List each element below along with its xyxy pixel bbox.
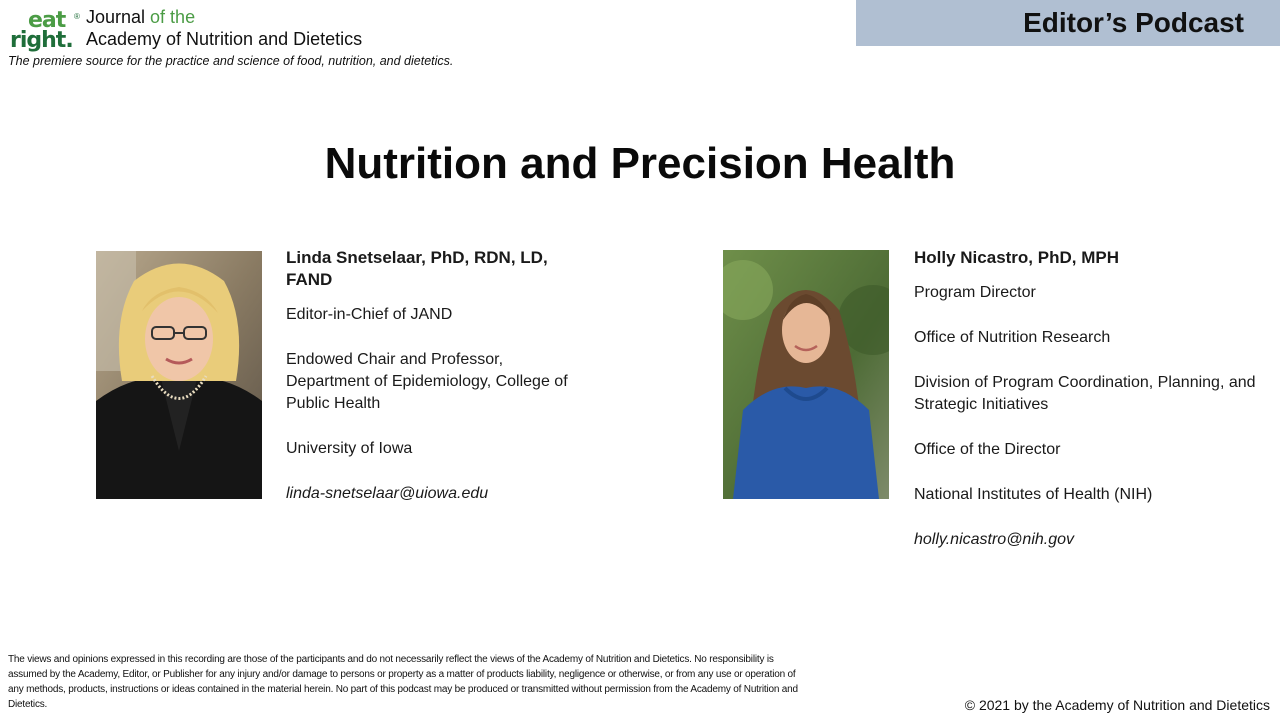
- speaker-photo-nicastro: [723, 250, 889, 499]
- speaker-affiliation: Editor-in-Chief of JAND: [286, 306, 453, 323]
- speaker-affiliation: Division of Program Coordination, Planning, and Strategic Initiatives: [914, 374, 1256, 413]
- speaker-name: Holly Nicastro, PhD, MPH: [914, 248, 1119, 267]
- speaker-email: holly.nicastro@nih.gov: [914, 531, 1075, 548]
- speaker-affiliation: Office of Nutrition Research: [914, 329, 1111, 346]
- journal-name-prefix: Journal: [86, 7, 151, 27]
- speaker-affiliation: University of Iowa: [286, 440, 413, 457]
- journal-name-of-the: of the: [150, 7, 196, 27]
- journal-name-academy: Academy of Nutrition and Dietetics: [86, 29, 363, 49]
- speaker-name: Linda Snetselaar, PhD, RDN, LD, FAND: [286, 248, 548, 289]
- speaker-photo-snetselaar: [96, 251, 262, 499]
- speaker-email: linda-snetselaar@uiowa.edu: [286, 485, 489, 502]
- logo-eat-text: eat: [28, 8, 66, 33]
- editors-podcast-banner: Editor’s Podcast: [856, 0, 1280, 46]
- journal-name: [86, 6, 362, 50]
- speaker-bio-nicastro: [914, 247, 1264, 551]
- journal-tagline: The premiere source for the practice and science of food, nutrition, and dietetics.: [8, 54, 454, 68]
- logo-registered-mark: ®: [74, 12, 80, 21]
- eatright-logo: [8, 8, 80, 54]
- page-title: Nutrition and Precision Health: [324, 139, 956, 188]
- logo-right-text: right.: [10, 28, 73, 53]
- speaker-affiliation: Endowed Chair and Professor, Department of Epidemiology, College of Public Health: [286, 351, 568, 412]
- speaker-affiliation: Program Director: [914, 284, 1036, 301]
- speaker-affiliation: Office of the Director: [914, 441, 1061, 458]
- speaker-bio-snetselaar: [286, 247, 586, 505]
- legal-disclaimer: The views and opinions expressed in this recording are those of the participants and do not necessarily reflect the views of the Academy of Nutrition and Dietetics. No responsibility is assumed by the Academy, Editor, or Publisher for any injury and/or damage to persons or property as a matter of products liability, negligence or otherwise, or from any use or operation of any methods, products, instructions or ideas contained in the material herein. No part of this podcast may be produced or transmitted without permission from the Academy of Nutrition and Dietetics.: [8, 654, 798, 710]
- copyright-notice: © 2021 by the Academy of Nutrition and Dietetics: [964, 697, 1270, 713]
- speaker-affiliation: National Institutes of Health (NIH): [914, 486, 1153, 503]
